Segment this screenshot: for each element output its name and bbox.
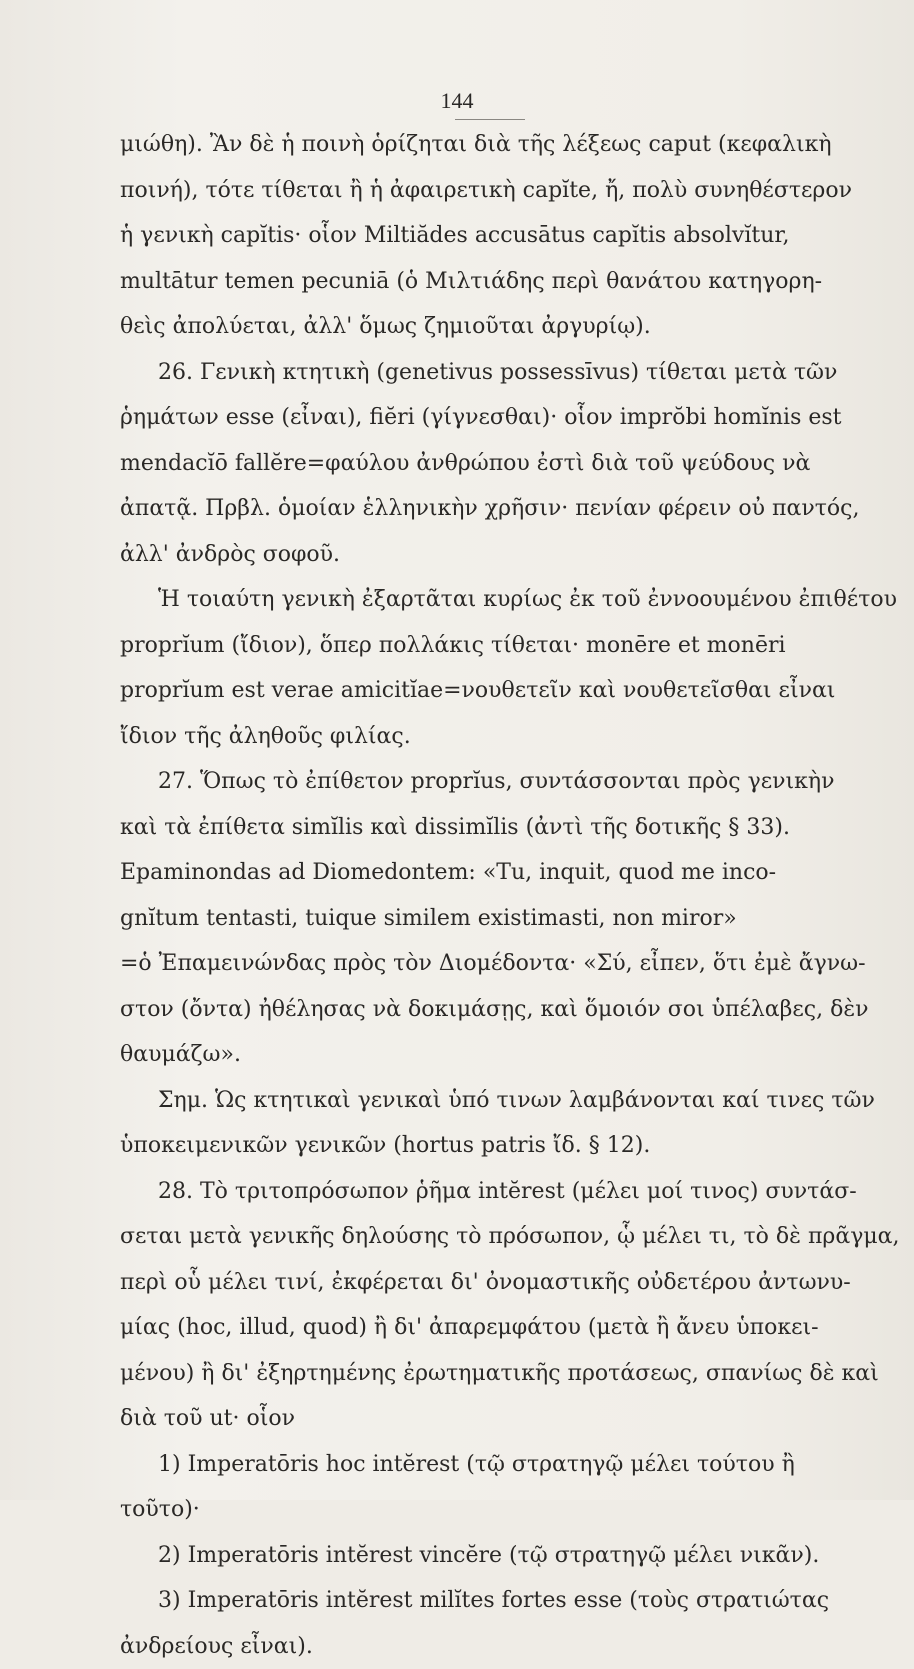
text-line: θεὶς ἀπολύεται, ἀλλ' ὅμως ζημιοῦται ἀργυρίῳ). <box>120 304 900 350</box>
text-line: proprĭum (ἴδιον), ὅπερ πολλάκις τίθεται· monēre et monēri <box>120 623 900 669</box>
text-line: Σημ. Ὡς κτητικαὶ γενικαὶ ὑπό τινων λαμβάνονται καί τινες τῶν <box>120 1078 900 1124</box>
text-line: proprĭum est verae amicitĭae=νουθετεῖν καὶ νουθετεῖσθαι εἶναι <box>120 668 900 714</box>
text-line: =ὁ Ἐπαμεινώνδας πρὸς τὸν Διομέδοντα· «Σύ, εἶπεν, ὅτι ἐμὲ ἄγνω- <box>120 941 900 987</box>
text-line: 27. Ὅπως τὸ ἐπίθετον proprĭus, συντάσσονται πρὸς γενικὴν <box>120 759 900 805</box>
text-line: μένου) ἢ δι' ἐξηρτημένης ἐρωτηματικῆς προτάσεως, σπανίως δὲ καὶ <box>120 1351 900 1397</box>
text-line: τοῦτο)· <box>120 1487 900 1533</box>
page-number-rule <box>455 119 525 120</box>
text-line: multātur temen pecuniā (ὁ Μιλτιάδης περὶ θανάτου κατηγορη- <box>120 259 900 305</box>
text-line: μιώθη). Ἂν δὲ ἡ ποινὴ ὁρίζηται διὰ τῆς λέξεως caput (κεφαλικὴ <box>120 122 900 168</box>
text-line: 2) Imperatōris intĕrest vincĕre (τῷ στρατηγῷ μέλει νικᾶν). <box>120 1533 900 1579</box>
text-line: ἀλλ' ἀνδρὸς σοφοῦ. <box>120 532 900 578</box>
text-line: μίας (hoc, illud, quod) ἢ δι' ἀπαρεμφάτου (μετὰ ἢ ἄνευ ὑποκει- <box>120 1305 900 1351</box>
body-text <box>120 122 900 1669</box>
text-line: 3) Imperatōris intĕrest milĭtes fortes esse (τοὺς στρατιώτας <box>120 1578 900 1624</box>
text-line: Ἡ τοιαύτη γενικὴ ἐξαρτᾶται κυρίως ἐκ τοῦ ἐννοουμένου ἐπιθέτου <box>120 577 900 623</box>
text-line: ὑποκειμενικῶν γενικῶν (hortus patris ἴδ. § 12). <box>120 1123 900 1169</box>
text-line: διὰ τοῦ ut· οἷον <box>120 1396 900 1442</box>
text-line: ποινή), τότε τίθεται ἢ ἡ ἀφαιρετικὴ capĭte, ἤ, πολὺ συνηθέστερον <box>120 168 900 214</box>
text-line: ῥημάτων esse (εἶναι), fiĕri (γίγνεσθαι)· οἷον imprŏbi homĭnis est <box>120 395 900 441</box>
page-number: 144 <box>0 88 914 114</box>
text-line: σεται μετὰ γενικῆς δηλούσης τὸ πρόσωπον, ᾧ μέλει τι, τὸ δὲ πρᾶγμα, <box>120 1214 900 1260</box>
text-line: ἀνδρείους εἶναι). <box>120 1624 900 1669</box>
text-line: gnĭtum tentasti, tuique similem existimasti, non miror» <box>120 896 900 942</box>
text-line: mendacĭō fallĕre=φαύλου ἀνθρώπου ἐστὶ διὰ τοῦ ψεύδους νὰ <box>120 441 900 487</box>
text-line: ἴδιον τῆς ἀληθοῦς φιλίας. <box>120 714 900 760</box>
text-line: περὶ οὗ μέλει τινί, ἐκφέρεται δι' ὀνομαστικῆς οὐδετέρου ἀντωνυ- <box>120 1260 900 1306</box>
text-line: καὶ τὰ ἐπίθετα simĭlis καὶ dissimĭlis (ἀντὶ τῆς δοτικῆς § 33). <box>120 805 900 851</box>
text-line: ἡ γενικὴ capĭtis· οἷον Miltiădes accusātus capĭtis absolvĭtur, <box>120 213 900 259</box>
text-line: 26. Γενικὴ κτητικὴ (genetivus possessīvus) τίθεται μετὰ τῶν <box>120 350 900 396</box>
text-line: στον (ὄντα) ἠθέλησας νὰ δοκιμάσῃς, καὶ ὅμοιόν σοι ὑπέλαβες, δὲν <box>120 987 900 1033</box>
text-line: 28. Τὸ τριτοπρόσωπον ῥῆμα intĕrest (μέλει μοί τινος) συντάσ- <box>120 1169 900 1215</box>
text-line: ἀπατᾷ. Πρβλ. ὁμοίαν ἑλληνικὴν χρῆσιν· πενίαν φέρειν οὐ παντός, <box>120 486 900 532</box>
text-line: θαυμάζω». <box>120 1032 900 1078</box>
text-line: 1) Imperatōris hoc intĕrest (τῷ στρατηγῷ μέλει τούτου ἢ <box>120 1442 900 1488</box>
text-line: Epaminondas ad Diomedontem: «Tu, inquit, quod me inco- <box>120 850 900 896</box>
